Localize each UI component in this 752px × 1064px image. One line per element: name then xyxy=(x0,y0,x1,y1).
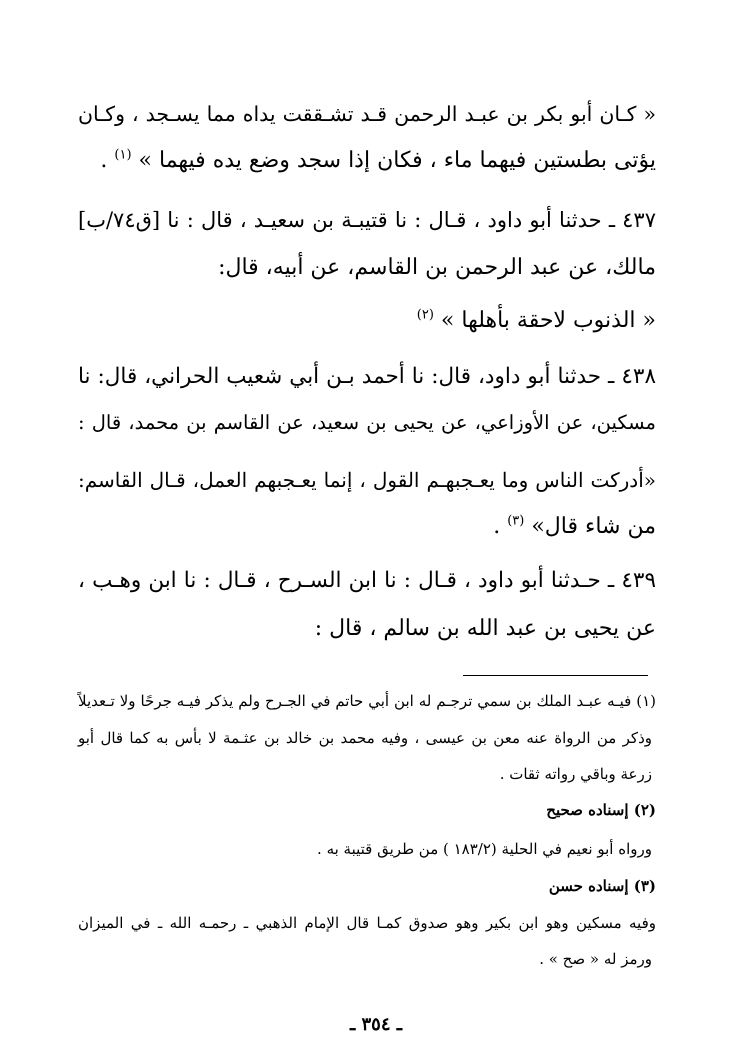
trailing-dot-2: . xyxy=(493,514,501,539)
footnote-3-line-1: وفيه مسكين وهو ابن بكير وهو صدوق كمـا قال الإمام الذهبي ـ رحمـه الله ـ في الميزان xyxy=(78,914,656,932)
footnote-3-line-2: ورمز له « صح » . xyxy=(539,950,652,968)
footnote-3-heading: (٣) إسناده حسن xyxy=(548,877,656,895)
hadith-438-line-2: مسكين، عن الأوزاعي، عن يحيى بن سعيد، عن القاسم بن محمد، قال : xyxy=(78,411,656,434)
hadith-437-line-1: ٤٣٧ ـ حدثنا أبو داود ، قـال : نا قتيبـة بن سعيـد ، قال : نا [ق٧٤/ب] xyxy=(78,208,656,232)
footnote-separator xyxy=(463,675,648,676)
note-ref-2: (٢) xyxy=(416,307,434,323)
hadith-439-line-2: عن يحيى بن عبد الله بن سالم ، قال : xyxy=(314,616,656,641)
quote-437 xyxy=(78,306,656,336)
text-line-1: « كـان أبو بكر بن عبـد الرحمن قـد تشـققت يداه مما يسـجد ، وكـان xyxy=(78,102,656,126)
quote-438-line-2-text: من شاء قال» xyxy=(531,514,656,539)
quote-438-line-2 xyxy=(78,512,656,542)
page-number: ـ ٣٥٤ ـ xyxy=(349,1014,403,1035)
hadith-439-line-1: ٤٣٩ ـ حـدثنا أبو داود ، قـال : نا ابن السـرح ، قـال : نا ابن وهـب ، xyxy=(78,568,656,593)
quote-438-line-1: «أدركت الناس وما يعـجبهـم القول ، إنما يعـجبهم العمل، قـال القاسم: xyxy=(78,468,656,492)
hadith-438-line-1: ٤٣٨ ـ حدثنا أبو داود، قال: نا أحمد بـن أبي شعيب الحراني، قال: نا xyxy=(78,364,656,389)
text-line-2-body: يؤتى بطستين فيهما ماء ، فكان إذا سجد وضع يده فيهما » xyxy=(138,148,656,173)
note-ref-1: (١) xyxy=(114,147,132,163)
footnote-2-heading: (٢) إسناده صحيح xyxy=(546,801,656,819)
trailing-dot-1: . xyxy=(100,148,108,173)
hadith-437-line-2: مالك، عن عبد الرحمن بن القاسم، عن أبيه، قال: xyxy=(218,255,656,280)
footnote-1-line-1: (١) فيـه عبـد الملك بن سمي ترجـم له ابن أبي حاتم في الجـرح ولم يذكر فيـه جرحًا ولا تـعديلاً xyxy=(78,692,656,710)
quote-437-text: « الذنوب لاحقة بأهلها » xyxy=(440,308,656,333)
footnote-2-text: ورواه أبو نعيم في الحلية (١٨٣/٢ ) من طريق قتيبة به . xyxy=(317,840,652,858)
text-line-2 xyxy=(78,146,656,176)
note-ref-3: (٣) xyxy=(507,513,525,529)
footnote-1-line-3: زرعة وباقي رواته ثقات . xyxy=(499,765,652,783)
footnote-1-line-2: وذكر من الرواة عنه معن بن عيسى ، وفيه محمد بن خالد بن عثـمة لا بأس به كما قال أبو xyxy=(78,729,652,747)
